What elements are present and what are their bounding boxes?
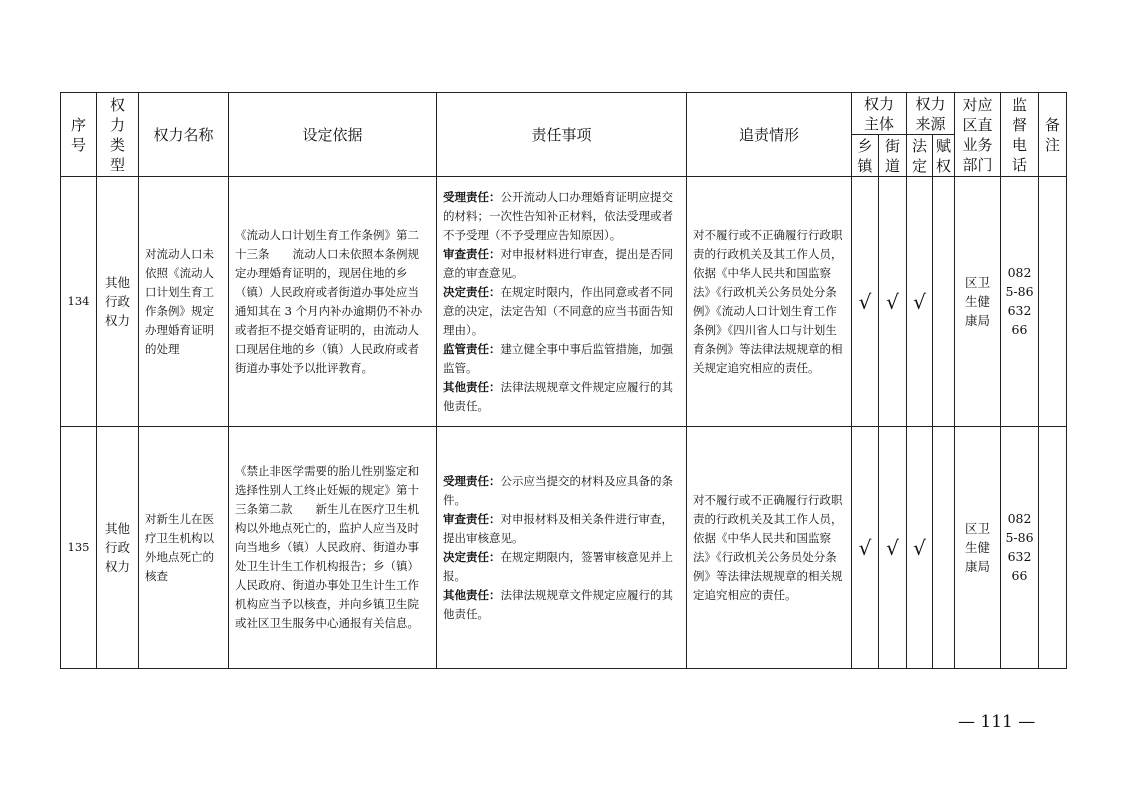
row-type: 其他行政权力 (97, 427, 139, 669)
row-street-check: √ (879, 427, 907, 669)
row-name: 对新生儿在医疗卫生机构以外地点死亡的核查 (139, 427, 229, 669)
responsibility-item: 受理责任：公示应当提交的材料及应具备的条件。 (443, 473, 673, 507)
header-responsibility: 责任事项 (437, 93, 687, 177)
header-dept: 对应区直业务部门 (955, 93, 1001, 177)
row-dept: 区卫生健康局 (955, 177, 1001, 427)
row-type: 其他行政权力 (97, 177, 139, 427)
row-accountability: 对不履行或不正确履行行政职责的行政机关及其工作人员，依据《中华人民共和国监察法》《行政机关公务员处分条例》《流动人口计划生育工作条例》《四川省人口与计划生育条例》等法律法规规章的相关规定追究相应的责任。 (687, 177, 852, 427)
row-remark (1039, 177, 1067, 427)
header-subject: 权力主体 (852, 93, 907, 135)
header-subject-town: 乡镇 (852, 135, 879, 177)
row-legal-check: √ (907, 427, 933, 669)
row-legal-check: √ (907, 177, 933, 427)
header-source-law: 法定 (907, 135, 933, 177)
header-remark: 备注 (1039, 93, 1067, 177)
row-basis: 《禁止非医学需要的胎儿性别鉴定和选择性别人工终止妊娠的规定》第十三条第二款 新生儿在医疗卫生机构以外地点死亡的，监护人应当及时向当地乡（镇）人民政府、街道办事处卫生计生工作机构报告；乡（镇）人民政府、街道办事处卫生计生工作机构应当予以核查，并向乡镇卫生院或社区卫生服务中心通报有关信息。 (229, 427, 437, 669)
responsibility-item: 审查责任：对申报材料进行审查，提出是否同意的审查意见。 (443, 246, 673, 280)
responsibility-item: 审查责任：对申报材料及相关条件进行审查，提出审核意见。 (443, 511, 673, 545)
row-seq: 135 (61, 427, 97, 669)
header-phone: 监督电话 (1001, 93, 1039, 177)
row-basis: 《流动人口计划生育工作条例》第二十三条 流动人口未依照本条例规定办理婚育证明的，现居住地的乡（镇）人民政府或者街道办事处应当通知其在 3 个月内补办逾期仍不补办或者拒不提交婚育证明的，由流动人口现居住地的乡（镇）人民政府或者街道办事处予以批评教育。 (229, 177, 437, 427)
row-grant-check (933, 177, 955, 427)
row-seq: 134 (61, 177, 97, 427)
row-grant-check (933, 427, 955, 669)
power-list-table (60, 92, 1067, 669)
header-seq: 序号 (61, 93, 97, 177)
header-name: 权力名称 (139, 93, 229, 177)
row-street-check: √ (879, 177, 907, 427)
header-accountability: 追责情形 (687, 93, 852, 177)
row-town-check: √ (852, 177, 879, 427)
row-accountability: 对不履行或不正确履行行政职责的行政机关及其工作人员，依据《中华人民共和国监察法》《行政机关公务员处分条例》等法律法规规章的相关规定追究相应的责任。 (687, 427, 852, 669)
header-source-grant: 赋权 (933, 135, 955, 177)
page-number: — 111 — (958, 712, 1036, 732)
header-subject-street: 街道 (879, 135, 907, 177)
row-responsibility (437, 177, 687, 427)
responsibility-item: 决定责任：在规定期限内，签署审核意见并上报。 (443, 549, 673, 583)
table-row (61, 177, 1067, 427)
row-phone: 0825-8663266 (1001, 177, 1039, 427)
header-type: 权力类型 (97, 93, 139, 177)
responsibility-item: 其他责任：法律法规规章文件规定应履行的其他责任。 (443, 379, 673, 413)
table-row (61, 427, 1067, 669)
header-source: 权力来源 (907, 93, 955, 135)
row-name: 对流动人口未依照《流动人口计划生育工作条例》规定办理婚育证明的处理 (139, 177, 229, 427)
row-phone: 0825-8663266 (1001, 427, 1039, 669)
responsibility-item: 决定责任：在规定时限内，作出同意或者不同意的决定，法定告知（不同意的应当书面告知理由）。 (443, 284, 673, 337)
responsibility-item: 其他责任：法律法规规章文件规定应履行的其他责任。 (443, 587, 673, 621)
row-remark (1039, 427, 1067, 669)
row-responsibility (437, 427, 687, 669)
row-dept: 区卫生健康局 (955, 427, 1001, 669)
responsibility-item: 监管责任：建立健全事中事后监管措施，加强监管。 (443, 341, 673, 375)
responsibility-item: 受理责任：公开流动人口办理婚育证明应提交的材料；一次性告知补正材料，依法受理或者不予受理（不予受理应告知原因）。 (443, 189, 673, 242)
header-basis: 设定依据 (229, 93, 437, 177)
row-town-check: √ (852, 427, 879, 669)
